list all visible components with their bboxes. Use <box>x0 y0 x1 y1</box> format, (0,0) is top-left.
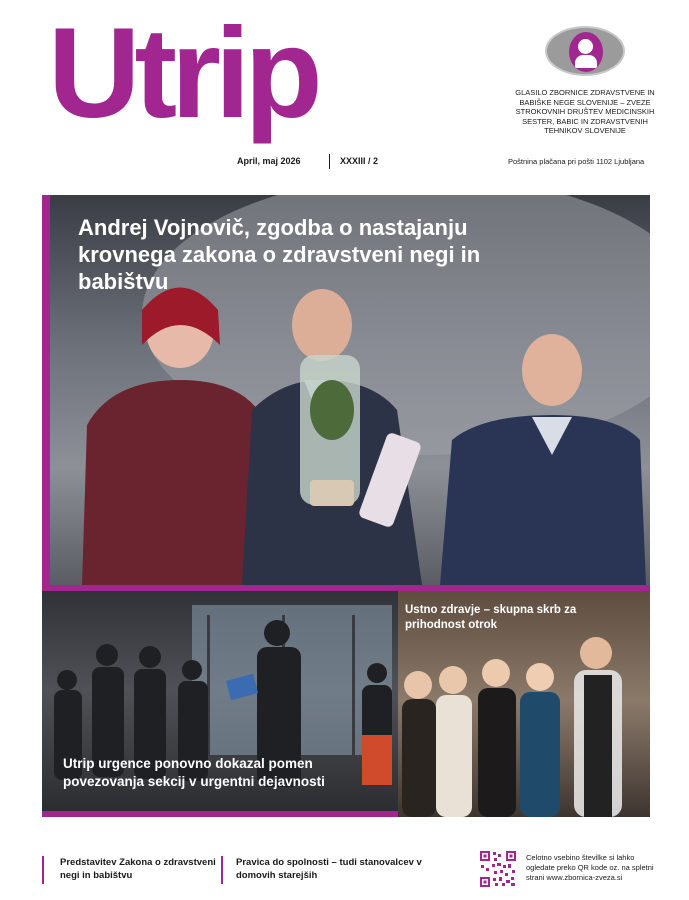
magazine-title: Utrip <box>48 2 317 145</box>
hero-accent-bar <box>42 195 50 585</box>
story-right-top-bar <box>398 585 650 591</box>
publisher-name: GLASILO ZBORNICE ZDRAVSTVENE IN BABIŠKE NEGE SLOVENIJE – ZVEZE STROKOVNIH DRUŠTEV MEDICINSKIH SESTER, BABIC IN ZDRAVSTVENIH TEHNIKOV SLOVENIJE <box>515 88 655 135</box>
footer-accent-2 <box>221 856 223 884</box>
masthead <box>48 2 398 148</box>
footer-teaser-law[interactable]: Predstavitev Zakona o zdravstveni negi in babištvu <box>60 857 216 881</box>
qr-info-text: Celotno vsebino številke si lahko ogledate preko QR kode oz. na spletni strani www.zbornica-zveza.si <box>526 853 654 882</box>
issue-number: XXXIII / 2 <box>340 156 379 166</box>
story-left-headline[interactable]: Utrip urgence ponovno dokazal pomen povezovanja sekcij v urgentni dejavnosti <box>63 756 325 789</box>
emblem-figure <box>569 32 603 72</box>
qr-code-graphic <box>480 851 516 887</box>
qr-code-icon[interactable] <box>480 851 516 887</box>
footer-teaser-sexuality[interactable]: Pravica do spolnosti – tudi stanovalcev v domovih starejših <box>236 857 422 881</box>
hero-headline[interactable]: Andrej Vojnovič, zgodba o nastajanju krovnega zakona o zdravstveni negi in babištvu <box>78 215 481 294</box>
story-left-top-bar <box>42 585 398 591</box>
footer-accent-1 <box>42 856 44 884</box>
issue-date: April, maj 2026 <box>237 156 301 166</box>
story-right-headline[interactable]: Ustno zdravje – skupna skrb za prihodnost otrok <box>405 604 577 631</box>
postage-note: Poštnina plačana pri pošti 1102 Ljubljana <box>508 157 645 166</box>
issue-divider <box>329 154 330 169</box>
nurse-emblem-icon <box>545 26 625 76</box>
story-left-bottom-bar <box>42 811 398 817</box>
